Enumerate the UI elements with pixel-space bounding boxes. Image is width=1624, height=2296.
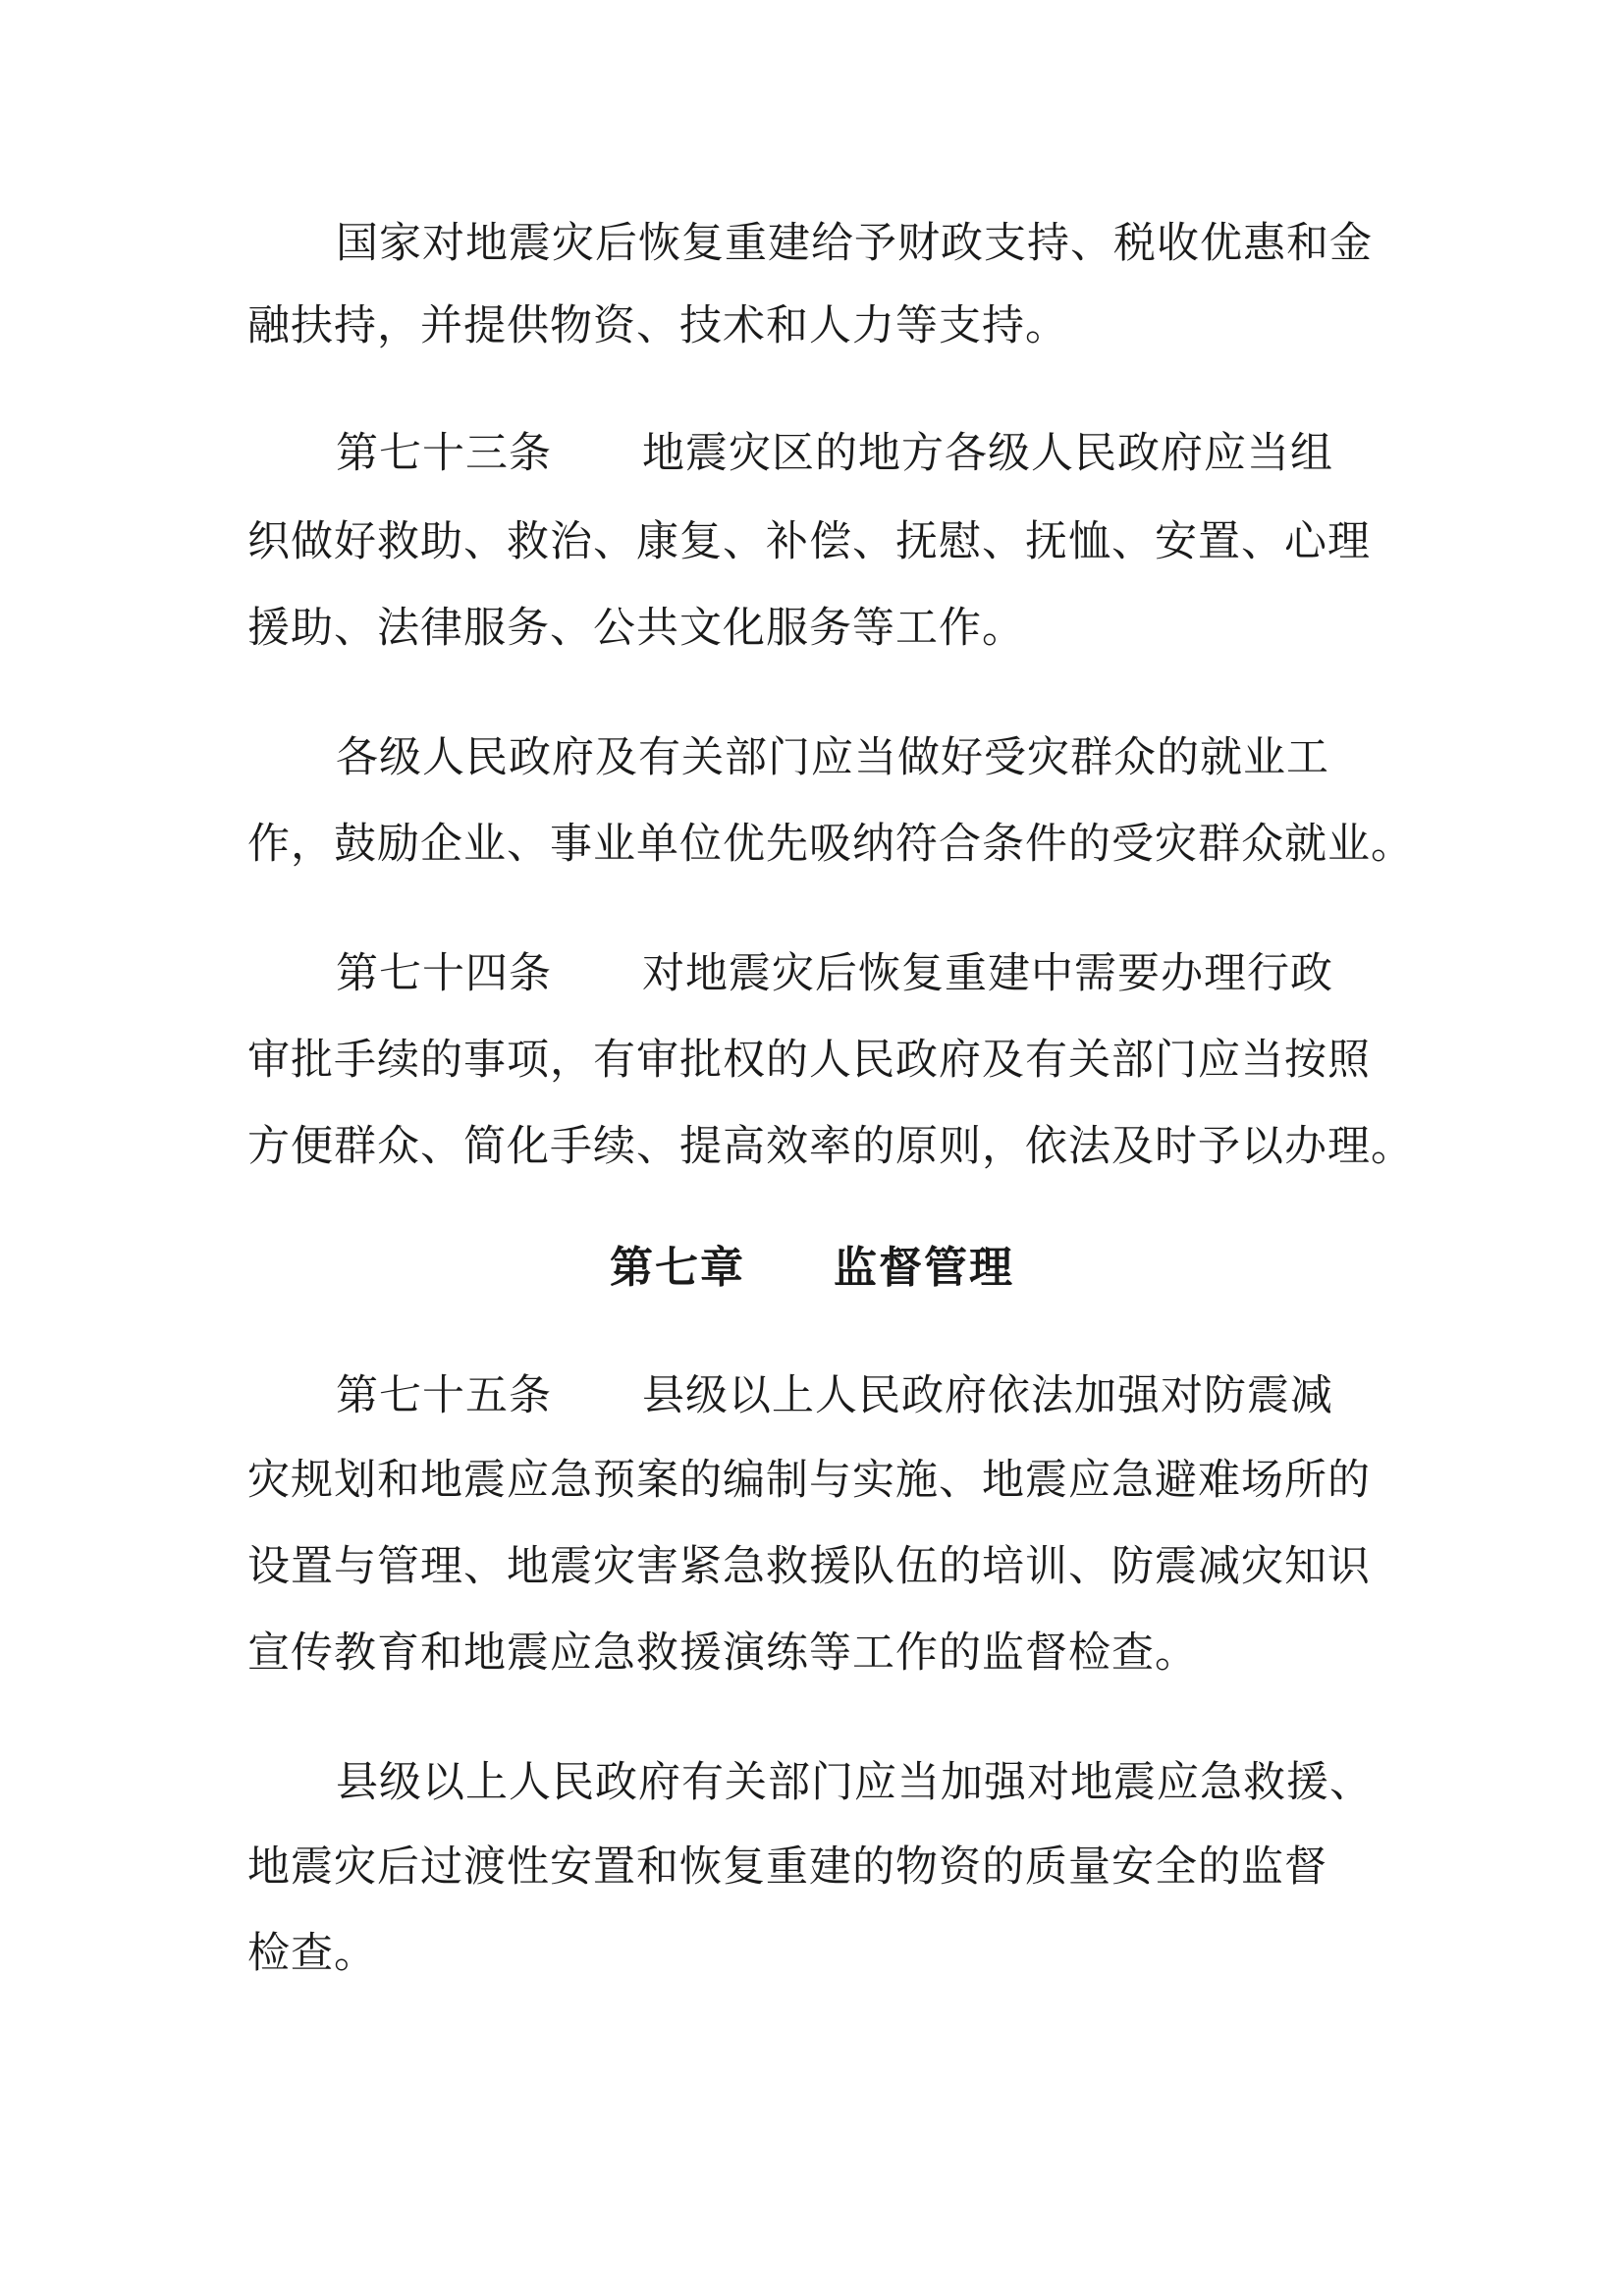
paragraph-line: 设置与管理、地震灾害紧急救援队伍的培训、防震减灾知识 (247, 1542, 1371, 1591)
article-text: 县级以上人民政府依法加强对防震减 (642, 1371, 1333, 1420)
paragraph-line: 各级人民政府及有关部门应当做好受灾群众的就业工 (336, 733, 1329, 782)
article-number: 第七十五条 (336, 1371, 552, 1420)
paragraph-line: 地震灾后过渡性安置和恢复重建的物资的质量安全的监督 (247, 1842, 1327, 1892)
paragraph-line: 方便群众、简化手续、提高效率的原则，依法及时予以办理。 (247, 1122, 1414, 1171)
chapter-number: 第七章 (610, 1243, 745, 1293)
article-74-first-line (336, 944, 1485, 1003)
paragraph-line: 灾规划和地震应急预案的编制与实施、地震应急避难场所的 (247, 1456, 1371, 1505)
paragraph-line: 审批手续的事项，有审批权的人民政府及有关部门应当按照 (247, 1036, 1371, 1085)
paragraph-line: 援助、法律服务、公共文化服务等工作。 (247, 604, 1025, 653)
chapter-heading (0, 1239, 1624, 1298)
paragraph-line: 检查。 (247, 1929, 377, 1978)
paragraph-line: 宣传教育和地震应急救援演练等工作的监督检查。 (247, 1629, 1198, 1678)
article-73-first-line (336, 424, 1485, 483)
paragraph-line: 国家对地震灾后恢复重建给予财政支持、税收优惠和金 (336, 219, 1373, 268)
article-text: 地震灾区的地方各级人民政府应当组 (642, 429, 1333, 478)
chapter-title: 监督管理 (834, 1243, 1014, 1293)
paragraph-line: 作，鼓励企业、事业单位优先吸纳符合条件的受灾群众就业。 (247, 820, 1414, 869)
paragraph-line: 县级以上人民政府有关部门应当加强对地震应急救援、 (336, 1758, 1373, 1807)
article-number: 第七十四条 (336, 949, 552, 998)
article-text: 对地震灾后恢复重建中需要办理行政 (642, 949, 1333, 998)
article-75-first-line (336, 1366, 1485, 1425)
paragraph-line: 织做好救助、救治、康复、补偿、抚慰、抚恤、安置、心理 (247, 517, 1371, 566)
paragraph-line: 融扶持，并提供物资、技术和人力等支持。 (247, 301, 1068, 350)
article-number: 第七十三条 (336, 429, 552, 478)
